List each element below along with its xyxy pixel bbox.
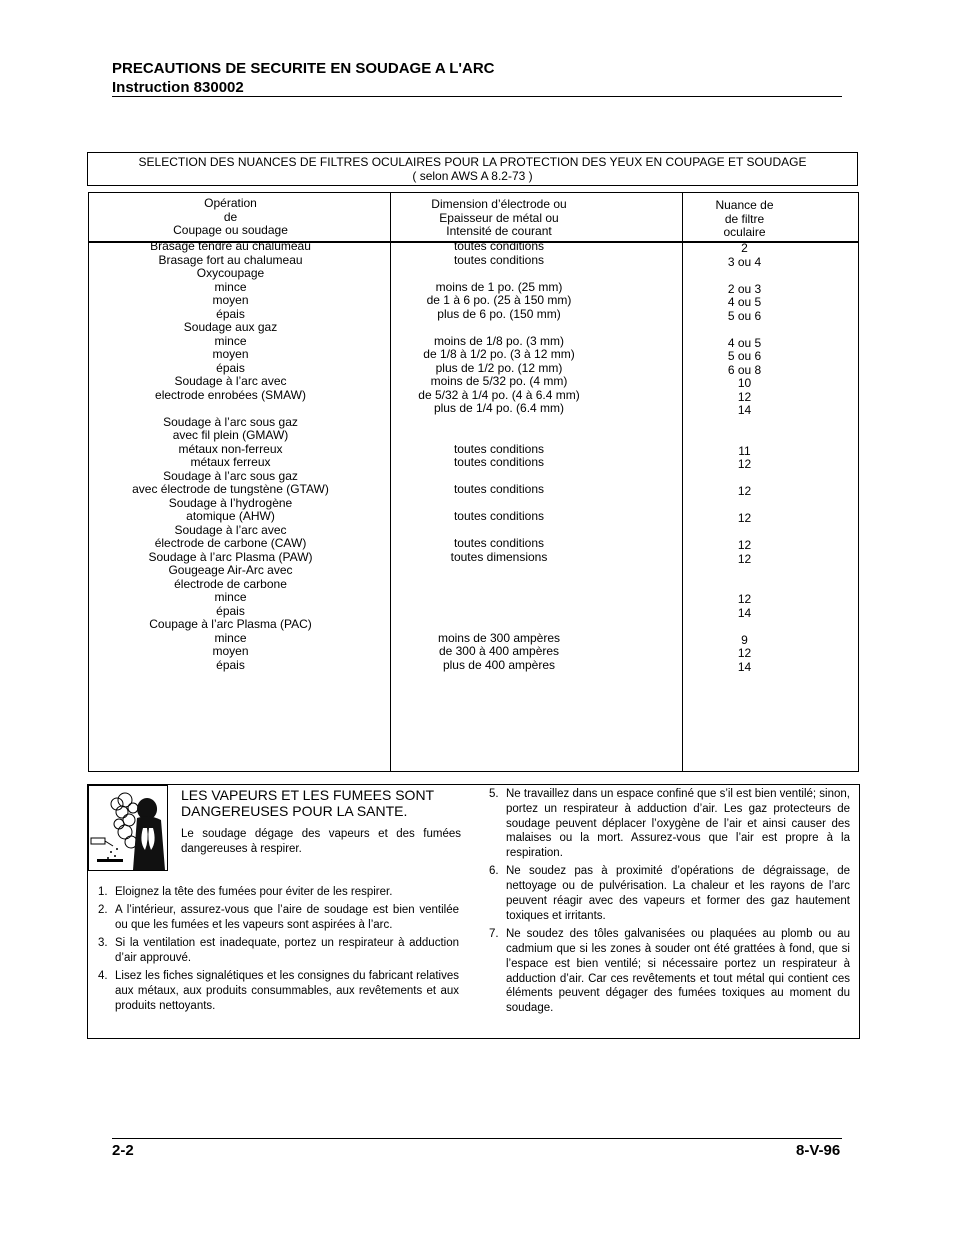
table-cell: Soudage à l’arc sous gaz <box>163 468 298 483</box>
header-text: Nuance de <box>715 198 774 212</box>
header-shade <box>682 199 807 240</box>
warning-list-right <box>489 787 850 1019</box>
table-cell: de 5/32 à 1/4 po. (4 à 6.4 mm) <box>418 387 580 402</box>
list-item-number: 4. <box>98 970 108 983</box>
table-cell: 5 ou 6 <box>727 308 762 323</box>
dimension-column <box>390 240 608 672</box>
table-cell: Brasage fort au chalumeau <box>158 252 303 267</box>
header-text: Opération <box>204 196 257 210</box>
page-title: PRECAUTIONS DE SECURITE EN SOUDAGE A L'ARC <box>112 60 495 77</box>
table-cell: moins de 1/8 po. (3 mm) <box>433 333 565 348</box>
table-cell: 12 <box>737 646 752 660</box>
table-cell: toutes conditions <box>453 252 545 267</box>
table-cell: 12 <box>737 457 752 471</box>
table-cell: Gougeage Air-Arc avec <box>168 563 293 577</box>
list-item <box>98 903 459 933</box>
table-cell: de 1/8 à 1/2 po. (3 à 12 mm) <box>423 347 575 361</box>
instruction-number: Instruction 830002 <box>112 79 244 96</box>
table-cell: mince <box>214 279 247 294</box>
list-item <box>489 787 850 861</box>
table-cell: mince <box>214 630 247 645</box>
table-cell: métaux non-ferreux <box>178 441 283 456</box>
table-cell: Soudage à l’hydrogène <box>168 495 293 510</box>
table-cell: 6 ou 8 <box>727 362 762 377</box>
table-cell: plus de 1/4 po. (6.4 mm) <box>433 401 565 415</box>
table-cell: Soudage à l’arc avec <box>174 522 287 537</box>
list-item-text: Ne travaillez dans un espace confiné que s’il est bien ventilé; sinon, portez un respirateur à adduction d’air. Les gaz protecteurs de soudage peuvent déplacer l’oxygène de l’air et ainsi causer des malaises ou la mort. Assurez-vous que l’air est propre à la respiration. <box>506 788 850 860</box>
list-item-text: Ne soudez pas à proximité d’opérations de dégraissage, de nettoyage ou de pulvérisation. La chaleur et les rayons de l’arc peuvent réagir avec des vapeurs et former des gaz hautement toxiques et irritants. <box>506 865 850 922</box>
header-text: oculaire <box>723 225 766 239</box>
table-cell: 12 <box>737 551 752 566</box>
table-cell <box>682 418 807 432</box>
list-item <box>98 885 459 900</box>
table-cell: 3 ou 4 <box>727 254 762 269</box>
list-item-number: 2. <box>98 904 108 917</box>
list-item <box>98 969 459 1013</box>
table-cell: toutes conditions <box>453 455 545 469</box>
revision-date: 8-V-96 <box>796 1142 841 1159</box>
table-cell <box>89 402 372 416</box>
list-item-text: Lisez les fiches signalétiques et les consignes du fabricant relatives aux métaux, aux produits consummables, aux revêtements et aux produits nettoyants. <box>115 970 459 1013</box>
fumes-warning-box <box>87 784 860 1039</box>
table-title-box <box>87 152 858 186</box>
table-cell: épais <box>216 360 245 375</box>
table-cell <box>682 323 807 337</box>
table-cell <box>682 566 807 580</box>
table-cell <box>390 618 608 632</box>
table-cell <box>682 526 807 540</box>
table-cell: plus de 1/2 po. (12 mm) <box>435 360 563 375</box>
list-item-number: 6. <box>489 865 499 878</box>
table-cell <box>682 472 807 486</box>
list-item-text: Si la ventilation est inadequate, portez un respirateur à adduction d’air approuvé. <box>115 937 459 965</box>
header-text: Epaisseur de métal ou <box>439 210 559 225</box>
header-operation <box>89 197 372 238</box>
operation-column <box>89 240 372 672</box>
table-cell: 14 <box>737 659 752 674</box>
table-cell: mince <box>214 333 247 348</box>
table-subtitle: ( selon AWS A 8.2-73 ) <box>412 169 533 183</box>
table-cell: moins de 300 ampères <box>437 630 561 645</box>
table-cell: atomique (AHW) <box>186 509 275 523</box>
table-cell: avec électrode de tungstène (GTAW) <box>132 482 329 496</box>
table-cell <box>390 416 608 430</box>
table-cell <box>682 580 807 594</box>
header-text: Dimension d’électrode ou <box>431 197 567 211</box>
table-cell: plus de 6 po. (150 mm) <box>437 306 561 321</box>
table-cell: electrode enrobées (SMAW) <box>155 387 306 402</box>
table-cell: 12 <box>737 389 752 404</box>
page-number: 2-2 <box>112 1142 134 1159</box>
table-cell <box>390 578 608 592</box>
table-cell: Soudage aux gaz <box>183 320 278 334</box>
table-cell: 5 ou 6 <box>727 349 762 363</box>
list-item <box>489 864 850 923</box>
table-cell <box>390 605 608 619</box>
footer-rule <box>112 1138 842 1139</box>
table-cell: 4 ou 5 <box>727 335 762 350</box>
table-cell: toutes conditions <box>453 441 545 456</box>
table-cell: Soudage à l’arc Plasma (PAW) <box>148 549 313 564</box>
table-cell: 12 <box>737 511 752 525</box>
header-rule <box>112 96 842 97</box>
table-cell: plus de 400 ampères <box>442 657 556 672</box>
table-cell: toutes conditions <box>453 509 545 523</box>
warning-intro: Le soudage dégage des vapeurs et des fumées dangereuses à respirer. <box>181 828 461 855</box>
table-cell: Coupage à l’arc Plasma (PAC) <box>149 617 312 631</box>
table-cell <box>390 321 608 335</box>
header-dimension <box>390 198 608 239</box>
shade-table <box>88 192 859 772</box>
table-cell: épais <box>216 603 245 618</box>
table-cell: moyen <box>212 347 249 361</box>
table-cell: 2 ou 3 <box>727 281 762 296</box>
table-cell <box>390 591 608 605</box>
warning-heading-line: DANGEREUSES POUR LA SANTE. <box>181 803 408 819</box>
table-cell: 4 ou 5 <box>727 295 762 309</box>
table-cell: 2 <box>741 241 748 255</box>
table-cell: Brasage tendre au chalumeau <box>150 239 311 253</box>
table-cell: Soudage à l’arc sous gaz <box>163 414 298 429</box>
warning-list-left <box>98 885 459 1017</box>
table-cell: électrode de carbone (CAW) <box>154 536 307 550</box>
table-cell: moins de 1 po. (25 mm) <box>435 279 563 294</box>
table-cell: 12 <box>737 592 752 606</box>
table-cell: toutes conditions <box>453 536 545 550</box>
list-item-number: 5. <box>489 788 499 800</box>
header-text: de <box>223 209 238 224</box>
table-cell: métaux ferreux <box>190 455 271 469</box>
table-cell: Oxycoupage <box>196 266 265 280</box>
table-cell <box>390 429 608 443</box>
table-cell <box>682 620 807 634</box>
warning-heading <box>181 787 434 819</box>
list-item-text: Eloignez la tête des fumées pour éviter de les respirer. <box>115 886 393 898</box>
list-item <box>489 927 850 1016</box>
table-cell: épais <box>216 306 245 321</box>
table-cell: Soudage à l’arc avec <box>174 374 287 388</box>
fumes-hazard-icon <box>88 785 168 871</box>
table-cell <box>390 267 608 281</box>
table-cell: 14 <box>737 605 752 620</box>
table-cell: toutes conditions <box>453 482 545 496</box>
table-cell: de 1 à 6 po. (25 à 150 mm) <box>426 293 572 307</box>
table-cell: moyen <box>212 293 249 307</box>
table-cell: moyen <box>212 644 249 658</box>
table-cell: 11 <box>738 443 751 458</box>
table-cell: 10 <box>737 376 752 390</box>
list-item-number: 3. <box>98 937 108 950</box>
table-cell: épais <box>216 657 245 672</box>
table-cell <box>390 524 608 538</box>
table-cell <box>390 564 608 578</box>
list-item <box>98 936 459 966</box>
table-cell <box>390 470 608 484</box>
shade-column <box>682 242 807 674</box>
table-cell <box>682 269 807 283</box>
table-cell <box>390 497 608 511</box>
table-cell: avec fil plein (GMAW) <box>172 428 289 442</box>
table-cell <box>682 431 807 445</box>
table-cell: 12 <box>737 484 752 498</box>
table-cell: toutes conditions <box>453 239 545 253</box>
table-cell: 12 <box>737 538 752 552</box>
table-cell: moins de 5/32 po. (4 mm) <box>430 374 568 388</box>
table-cell: mince <box>214 590 247 604</box>
table-title: SELECTION DES NUANCES DE FILTRES OCULAIRES POUR LA PROTECTION DES YEUX EN COUPAGE ET SOUDAGE <box>138 155 807 169</box>
table-cell: 14 <box>737 403 752 417</box>
table-cell: 9 <box>741 632 748 647</box>
table-cell: électrode de carbone <box>174 576 287 591</box>
table-cell: de 300 à 400 ampères <box>438 644 560 658</box>
table-cell: toutes dimensions <box>450 549 548 564</box>
warning-heading-line: LES VAPEURS ET LES FUMEES SONT <box>181 787 435 803</box>
header-text: Intensité de courant <box>446 224 552 238</box>
header-text: de filtre <box>724 211 765 226</box>
list-item-text: Ne soudez des tôles galvanisées ou plaquées au plomb ou au cadmium que si les zones à souder ont été grattées à fond, que si l’espace est bien ventilé; si nécessaire portez un respirateur à adduction d’air. Car ces revêtements et tout métal qui contient ces éléments peuvent dégager des fumées toxiques au moment du soudage. <box>506 928 850 1015</box>
header-text: Coupage ou soudage <box>173 223 288 237</box>
list-item-text: A l’intérieur, assurez-vous que l’aire de soudage est bien ventilée ou que les fumées et les vapeurs sont aspirées à l’arc. <box>115 904 459 932</box>
table-cell <box>682 499 807 513</box>
list-item-number: 7. <box>489 928 499 941</box>
list-item-number: 1. <box>98 886 108 898</box>
